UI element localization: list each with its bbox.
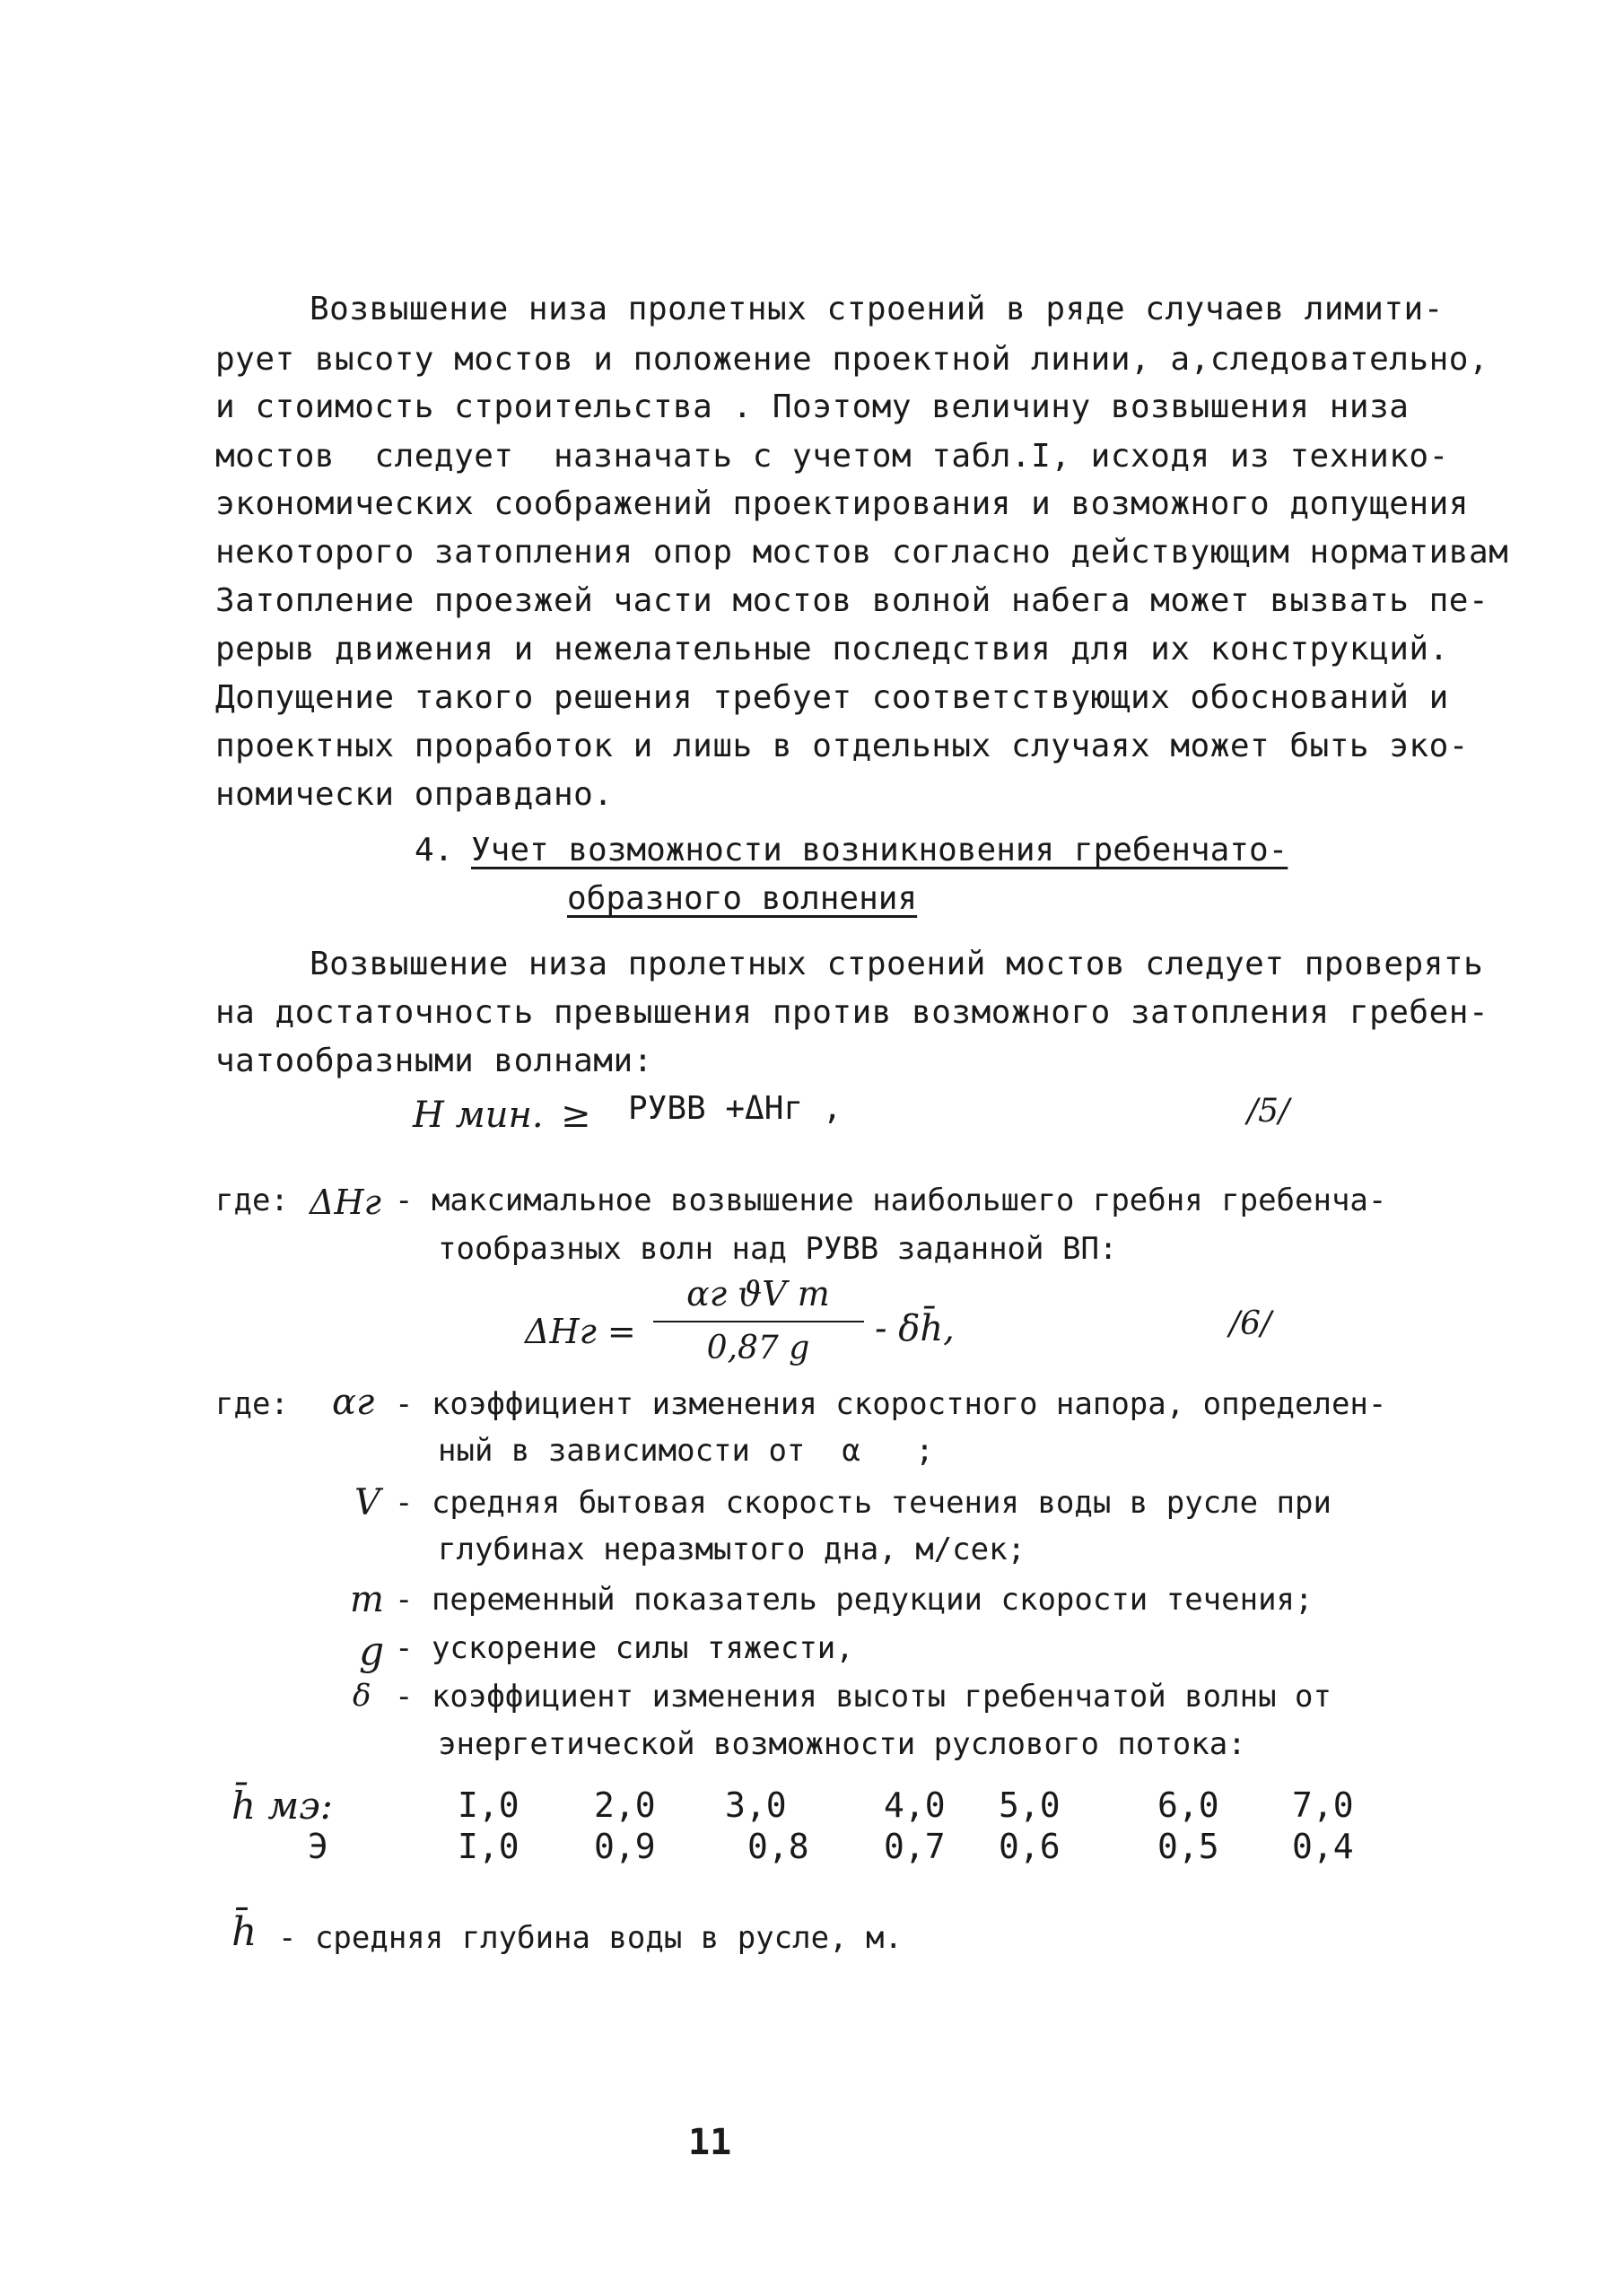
table-cell: 5,0: [999, 1785, 1061, 1825]
definition-text: глубинах неразмытого дна, м/сек;: [438, 1532, 1026, 1567]
formula-tail: - δh̄,: [875, 1308, 955, 1349]
text-line: Затопление проезжей части мостов волной набега может вызвать пе-: [215, 582, 1489, 619]
definition-text: энергетической возможности руслового потока:: [438, 1726, 1246, 1762]
definition-text: - коэффициент изменения скоростного напора, определен-: [395, 1386, 1387, 1422]
text-line: на достаточность превышения против возможного затопления гребен-: [215, 994, 1489, 1031]
definition-text: - коэффициент изменения высоты гребенчатой волны от: [395, 1679, 1332, 1715]
text-line: Допущение такого решения требует соответствующих обоснований и: [215, 679, 1449, 716]
fraction-bar: [653, 1321, 864, 1322]
definition-symbol: δ: [353, 1678, 371, 1714]
fraction-numerator: αг ϑV m: [686, 1274, 830, 1314]
text-line: экономических соображений проектирования и возможного допущения: [215, 485, 1469, 522]
section-title-line1: Учет возможности возникновения гребенчато-: [471, 832, 1288, 868]
equation-number: /5/: [1247, 1093, 1290, 1130]
text-line: рерыв движения и нежелательные последствия для их конструкций.: [215, 631, 1449, 668]
page-number: 11: [688, 2122, 732, 2163]
table-cell: 0,6: [999, 1827, 1061, 1866]
table-cell: I,0: [458, 1785, 520, 1825]
definition-text: ный в зависимости от α ;: [438, 1433, 934, 1469]
definition-symbol: h̄: [231, 1909, 258, 1955]
definition-text: - средняя бытовая скорость течения воды в русле при: [395, 1485, 1332, 1521]
section-title-line2: образного волнения: [567, 880, 918, 917]
definition-symbol: V: [354, 1482, 380, 1523]
table-cell: 0,4: [1292, 1827, 1354, 1866]
formula-operator: ≥: [561, 1095, 591, 1136]
definition-text: - ускорение силы тяжести,: [395, 1630, 854, 1666]
table-cell: 3,0: [725, 1785, 787, 1825]
formula-lhs: H мин.: [413, 1095, 544, 1136]
equation-number: /6/: [1229, 1305, 1272, 1342]
definition-text: - средняя глубина воды в русле, м.: [278, 1920, 903, 1956]
definition-symbol: g: [359, 1628, 385, 1674]
table-cell: 0,5: [1157, 1827, 1219, 1866]
section-number: 4.: [415, 832, 454, 868]
text-line: рует высоту мостов и положение проектной линии, а,следовательно,: [215, 341, 1489, 378]
formula-rhs: РУВВ +ΔHг ,: [628, 1090, 843, 1127]
text-line: Возвышение низа пролетных строений мостов следует проверять: [310, 946, 1484, 982]
text-line: Возвышение низа пролетных строений в ряде случаев лимити-: [310, 291, 1444, 327]
table-cell: 4,0: [884, 1785, 946, 1825]
text-line: чатообразными волнами:: [215, 1043, 653, 1079]
definition-symbol: m: [350, 1579, 384, 1620]
table-cell: 0,8: [747, 1827, 809, 1866]
definition-symbol: ΔHг: [310, 1183, 381, 1222]
text-line: мостов следует назначать с учетом табл.I, исходя из технико-: [215, 438, 1449, 475]
table-cell: 6,0: [1157, 1785, 1219, 1825]
table-cell: 7,0: [1292, 1785, 1354, 1825]
table-row1-label: h̄ мэ:: [231, 1784, 333, 1828]
formula-lhs: ΔHг =: [525, 1312, 636, 1351]
definition-text: тообразных волн над РУВВ заданной ВП:: [438, 1231, 1118, 1267]
table-cell: 0,7: [884, 1827, 946, 1866]
fraction-denominator: 0,87 g: [706, 1330, 810, 1366]
text-line: проектных проработок и лишь в отдельных случаях может быть эко-: [215, 728, 1469, 764]
table-cell: I,0: [458, 1827, 520, 1866]
table-cell: 2,0: [594, 1785, 656, 1825]
table-row2-label: Э: [308, 1827, 328, 1866]
where-label: где:: [215, 1183, 289, 1218]
text-line: некоторого затопления опор мостов согласно действующим нормативам: [215, 534, 1509, 571]
text-line: номически оправдано.: [215, 776, 614, 813]
table-cell: 0,9: [594, 1827, 656, 1866]
where-label: где:: [215, 1386, 289, 1422]
definition-text: - максимальное возвышение наибольшего гребня гребенча-: [395, 1183, 1387, 1218]
definition-text: - переменный показатель редукции скорости течения;: [395, 1582, 1314, 1618]
definition-symbol: αг: [332, 1382, 375, 1423]
text-line: и стоимость строительства . Поэтому величину возвышения низа: [215, 388, 1410, 425]
